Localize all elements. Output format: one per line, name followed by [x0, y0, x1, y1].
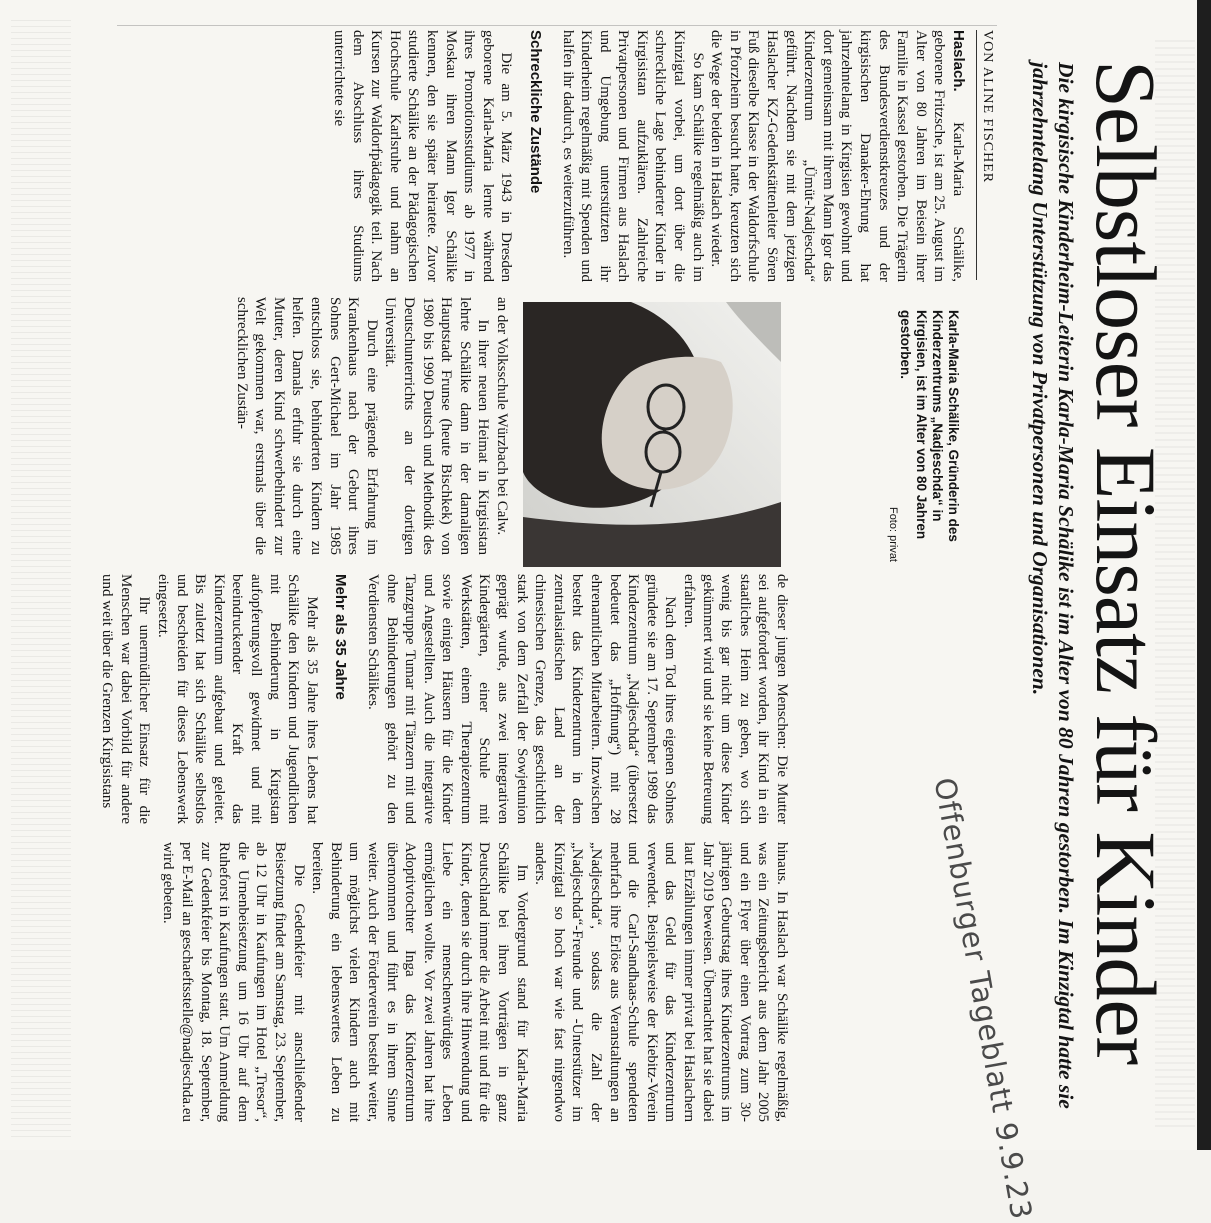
photo-caption: Karla-Maria Schälike, Gründerin des Kinderzentrums „Nadjeschda“ in Kirgisien, ist im Alter von 80 Jahren gestorben. [898, 310, 961, 542]
paragraph: So kam Schälike regelmäßig auch im Kinzigtal vorbei, um dort über die schreckliche Lage behinderter Kinder in Kirgisistan aufzuklären. Zahlreiche Privatpersonen und Firmen aus Haslach und Umgebung unterstützten ihr Kinderheim regelmäßig mit Spenden und halfen ihr dadurch, es weiterzuführen. [559, 30, 706, 282]
paragraph: Die am 5. März 1943 in Dresden geborene Karla-Maria lernte während ihres Promotionsstudiums ab 1977 in Moskau ihren Mann Igor Schälike kennen, den sie später heiratete. Zuvor studierte Schälike an der Pädagogischen Hochschule Karlsruhe und nahm an Kursen zur Waldorfpädagogik teil. Nach dem Abschluss ihres Studiums unterrichtete sie [331, 30, 515, 282]
portrait-photo-image [523, 302, 781, 567]
handwritten-note: Offenburger Tageblatt 9.9.23 [927, 775, 1039, 1223]
paragraph [707, 30, 967, 282]
paragraph: Im Vordergrund stand für Karla-Maria Schälike bei ihren Vorträgen in ganz Deutschland immer die Arbeit mit und für die Kinder, denen sie durch ihre Hinwendung und Liebe ein menschenwürdiges Leben ermöglichen wollte. Vor zwei Jahren hat ihre Adoptivtochter Inga das Kinderzentrum übernommen und führt es in ihrem Sinne weiter. Auch der Förderverein besteht weiter, um möglichst vielen Kindern auch mit Behinderung ein lebenswertes Leben zu bereiten. [309, 842, 530, 1122]
article-headline: Selbstloser Einsatz für Kinder [1078, 60, 1174, 1065]
paragraph: hinaus. In Haslach war Schälike regelmäßig, was ein Zeitungsbericht aus dem Jahr 2005 und ein Flyer über einen Vortrag zum 30-jährigen Geburtstag ihres Kinderzentrums im Jahr 2019 beweisen. Übernachtet hat sie dabei laut Erzählungen immer privat bei Haslachern und das Geld für das Kinderzentrum verwendet. Beispielsweise der Kiebitz-Verein und die Carl-Sandhaas-Schule spendeten mehrfach ihre Erlöse aus Veranstaltungen an „Nadjeschda“, sodass die Zahl der „Nadjeschda“-Freunde und -Unterstützer im Kinzigtal so hoch war wie fast nirgendwo anders. [532, 842, 790, 1122]
paragraph: an der Volksschule Würzbach bei Calw. [494, 297, 510, 536]
article-byline: VON ALINE FISCHER [976, 30, 995, 280]
paragraph: Die Gedenkfeier mit anschließender Beisetzung findet am Samstag, 23. September, ab 12 Uhr in Kaufungen im Hotel „Tresor“, die Urnenbeisetzung um 16 Uhr auf dem Ruheforst in Kaufungen statt. Um Anmeldung zur Gedenkfeier bis Montag, 18. September, per E-Mail an geschaeftsstelle@nadjeschda.eu wird gebeten. [160, 842, 307, 1122]
paragraph: In ihrer neuen Heimat in Kirgisistan lehrte Schälike dann in der damaligen Hauptstadt Frunse (heute Bischkek) von 1980 bis 1990 Deutsch und Methodik des Deutschunterrichts an der dortigen Universität. [382, 297, 492, 555]
bleed-through-text [11, 20, 71, 1140]
article-column-2 [232, 297, 511, 555]
article-column-1 [329, 30, 967, 282]
portrait-photo [523, 302, 781, 567]
scan-edge [1197, 0, 1211, 1150]
paragraph: Nach dem Tod ihres eigenen Sohnes gründete sie am 17. September 1989 das Kinderzentrum „Nadjeschda“ (übersetzt bedeutet das „Hoffnung“) mit 28 ehrenamtlichen Mitarbeitern. Inzwischen besteht das Kinderzentrum in dem zentralasiatischen Land an der chinesischen Grenze, das geschichtlich stark von dem Zerfall der Sowjetunion geprägt wurde, aus zwei integrativen Kindergärten, einer Schule mit Werkstätten, einem Therapiezentrum sowie einigen Häusern für die Kinder und Angestellten. Auch die integrative Tanzgruppe Tumar mit Tänzern mit und ohne Behinderungen gehört zu den Verdiensten Schälikes. [364, 574, 679, 824]
paragraph: Mehr als 35 Jahre ihres Lebens hat Schälike den Kindern und Jugendlichen mit Behinderung in Kirgistan aufopferungsvoll gewidmet und mit beeindruckender Kraft das Kinderzentrum aufgebaut und geleitet. Bis zuletzt hat sich Schälike selbstlos und bescheiden für dieses Lebenswerk eingesetzt. [155, 574, 320, 824]
article-column-3 [98, 574, 791, 824]
column-rule [117, 25, 997, 26]
dateline: Haslach. [950, 30, 967, 92]
paragraph: de dieser jungen Menschen: Die Mutter sei aufgefordert worden, ihr Kind in ein staatliches Heim zu geben, wo sich wenig bis gar nicht um diese Kinder gekümmert wird und sie keine Betreuung erfahren. [681, 574, 790, 824]
photo-credit: Foto: privat [887, 506, 899, 562]
subheading: Mehr als 35 Jahre [332, 574, 350, 700]
paragraph: Durch eine prägende Erfahrung im Krankenhaus nach der Geburt ihres Sohnes Gert-Michael im Jahr 1985 entschloss sie, behinderten Kindern zu helfen. Damals erfuhr sie durch eine Mutter, deren Kind schwerbehindert zur Welt gekommen war, erstmals über die schrecklichen Zustän- [233, 297, 380, 555]
paragraph: Ihr unermüdlicher Einsatz für die Menschen war dabei Vorbild für andere und weit über die Grenzen Kirgisistans [99, 574, 153, 824]
article-column-4 [159, 842, 791, 1122]
paragraph-text: Karla-Maria Schälike, geborene Fritzsche, ist am 25. August im Alter von 80 Jahren im Beisein ihrer Familie in Kassel gestorben. Die Trägerin des Bundesverdienstkreuzes und der kirgisischen Danaker-Ehrung hat jahrzehntelang in Kirgisien gewohnt und dort gemeinsam mit ihrem Mann Igor das Kinderzentrum „Ümüt-Nadjeschda“ geführt. Nachdem sie mit dem jetzigen Haslacher KZ-Gedenkstättenleiter Sören Fuß dieselbe Klasse in der Waldorfschule in Pforzheim besucht hatte, kreuzten sich die Wege der beiden in Haslach wieder. [708, 30, 966, 282]
subheading: Schreckliche Zustände [526, 30, 544, 194]
article-subhead: Die kirgisische Kinderheim-Leiterin Karla-Maria Schälike ist im Alter von 80 Jahren gestorben. Im Kinzigtal hatte sie jahrzehntelang Unterstützung von Privatpersonen und Organisationen. [1028, 62, 1078, 1109]
